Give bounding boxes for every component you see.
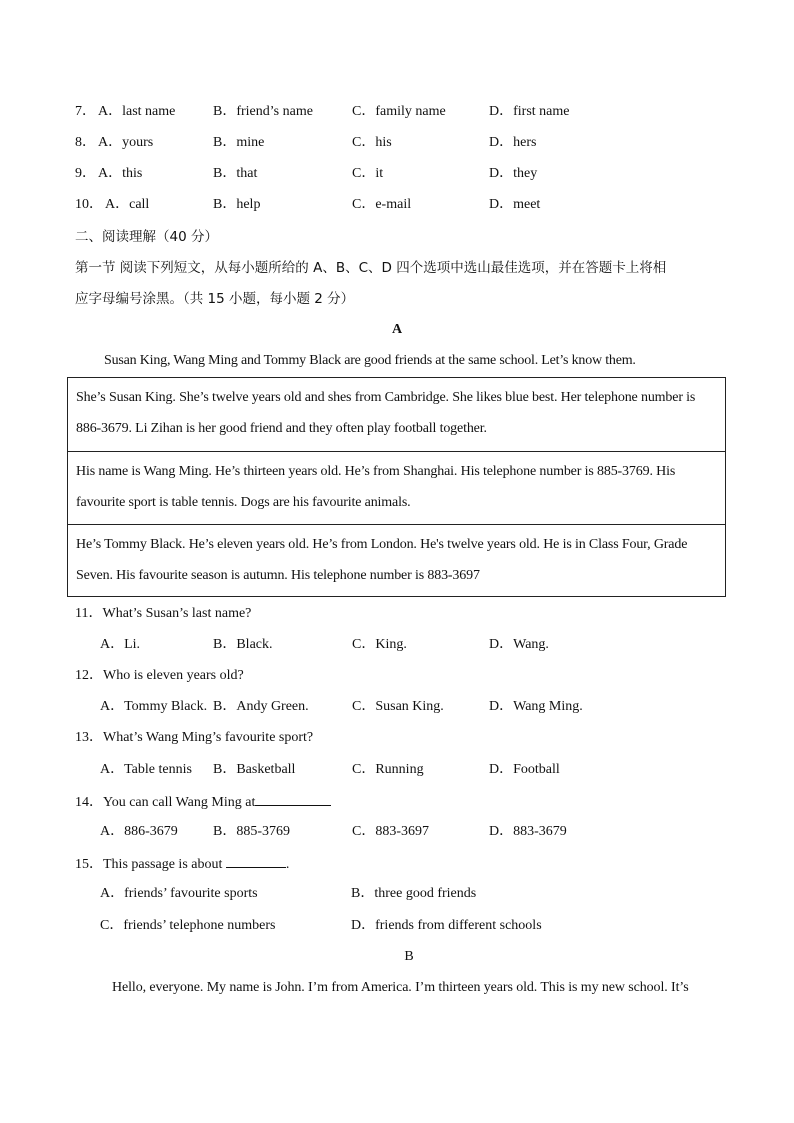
profile-text: Seven. His favourite season is autumn. His telephone number is 883-3697	[76, 568, 480, 583]
option-d: D．883-3679	[489, 824, 567, 839]
option-c: C．e-mail	[352, 197, 412, 212]
answer-blank	[226, 853, 286, 868]
option-d: D．Wang Ming.	[489, 699, 583, 714]
question-15-options-row2	[75, 916, 735, 936]
profile-text: favourite sport is table tennis. Dogs are his favourite animals.	[76, 495, 411, 510]
question-15-options-row1	[75, 884, 735, 904]
option-b: B．help	[213, 197, 261, 212]
option-d: D．meet	[489, 197, 541, 212]
question-12: 12．Who is eleven years old?	[75, 668, 244, 683]
question-14	[75, 791, 331, 811]
question-14-options	[75, 822, 735, 842]
section-title: 二、阅读理解（40 分）	[75, 229, 218, 245]
option-a: A．886-3679	[100, 824, 178, 839]
option-c: C．it	[352, 166, 384, 181]
question-13-options	[75, 760, 735, 780]
passage-a-boxes	[67, 377, 726, 597]
option-b: B．885-3769	[213, 824, 290, 839]
passage-a-intro: Susan King, Wang Ming and Tommy Black are good friends at the same school. Let’s know them.	[104, 353, 636, 368]
option-c: C．family name	[352, 104, 446, 119]
passage-a-label: A	[391, 322, 403, 337]
option-c: C．King.	[352, 637, 407, 652]
answer-blank	[255, 791, 331, 806]
question-12-options	[75, 697, 735, 717]
option-b: B．Black.	[213, 637, 273, 652]
option-b: B．that	[213, 166, 258, 181]
question-13: 13．What’s Wang Ming’s favourite sport?	[75, 730, 314, 745]
profile-text: She’s Susan King. She’s twelve years old and shes from Cambridge. She likes blue best. Her telephone number is	[76, 390, 696, 405]
question-9	[75, 164, 735, 184]
option-d: D．Wang.	[489, 637, 549, 652]
section-instruction-line2: 应字母编号涂黑。（共 15 小题，每小题 2 分）	[75, 291, 355, 307]
option-a: A．last name	[98, 104, 176, 119]
question-11: 11．What’s Susan’s last name?	[75, 606, 252, 621]
passage-b-label: B	[404, 949, 414, 964]
option-c: C．friends’ telephone numbers	[100, 918, 276, 933]
question-text: 15．This passage is about	[75, 857, 223, 872]
option-d: D．they	[489, 166, 538, 181]
profile-box-susan	[68, 382, 725, 451]
option-b: B．Basketball	[213, 762, 296, 777]
option-b: B．friend’s name	[213, 104, 313, 119]
question-number: 7．	[75, 104, 96, 119]
option-c: C．his	[352, 135, 392, 150]
option-a: A．this	[98, 166, 143, 181]
profile-box-tommy	[68, 524, 725, 596]
option-b: B．three good friends	[351, 886, 477, 901]
option-b: B．Andy Green.	[213, 699, 309, 714]
option-a: A．Table tennis	[100, 762, 192, 777]
profile-text: 886-3679. Li Zihan is her good friend and they often play football together.	[76, 421, 487, 436]
question-10	[75, 195, 735, 215]
question-11-options	[75, 635, 735, 655]
option-d: D．hers	[489, 135, 537, 150]
passage-b-intro: Hello, everyone. My name is John. I’m from America. I’m thirteen years old. This is my new school. It’s	[112, 980, 689, 995]
profile-text: His name is Wang Ming. He’s thirteen years old. He’s from Shanghai. His telephone number is 885-3769. His	[76, 464, 676, 479]
option-b: B．mine	[213, 135, 265, 150]
question-text: 14．You can call Wang Ming at	[75, 795, 256, 810]
question-7	[75, 102, 735, 122]
option-a: A．friends’ favourite sports	[100, 886, 258, 901]
option-d: D．first name	[489, 104, 570, 119]
question-number: 9．	[75, 166, 96, 181]
option-a: A．Li.	[100, 637, 141, 652]
question-15	[75, 853, 289, 873]
option-c: C．883-3697	[352, 824, 429, 839]
question-number: 8．	[75, 135, 96, 150]
question-8	[75, 133, 735, 153]
question-end: .	[285, 857, 290, 872]
option-c: C．Running	[352, 762, 424, 777]
profile-text: He’s Tommy Black. He’s eleven years old. He’s from London. He's twelve years old. He is in Class Four, Grade	[76, 537, 688, 552]
option-a: A．yours	[98, 135, 154, 150]
option-a: A．Tommy Black.	[100, 699, 208, 714]
option-c: C．Susan King.	[352, 699, 444, 714]
option-d: D．Football	[489, 762, 560, 777]
profile-box-wang	[68, 451, 725, 524]
option-a: A．call	[105, 197, 150, 212]
option-d: D．friends from different schools	[351, 918, 542, 933]
section-instruction-line1: 第一节 阅读下列短文，从每小题所给的 A、B、C、D 四个选项中选山最佳选项，并在答题卡上将相	[75, 260, 667, 276]
question-number: 10．	[75, 197, 103, 212]
